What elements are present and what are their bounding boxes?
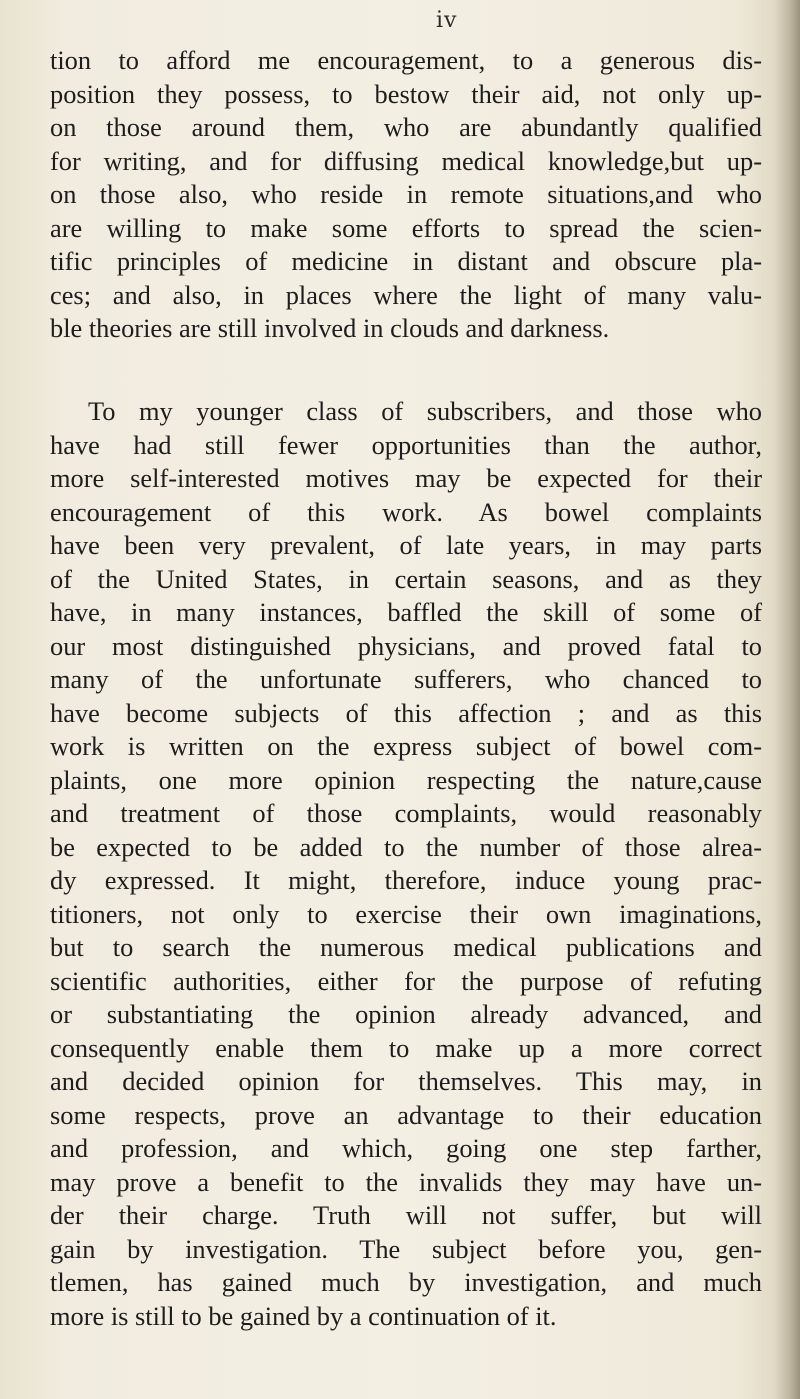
- text-line: and treatment of those complaints, would reasonably: [50, 798, 762, 828]
- text-line: encouragement of this work. As bowel complaints: [50, 496, 762, 527]
- text-line: on those around them, who are abundantly qualified: [50, 112, 762, 142]
- text-line: position they possess, to bestow their aid, not only up-: [50, 78, 762, 109]
- text-line: may prove a benefit to the invalids they may have un-: [50, 1166, 762, 1197]
- text-line: of the United States, in certain seasons, and as they: [50, 563, 762, 594]
- text-line: or substantiating the opinion already advanced, and: [50, 999, 762, 1029]
- text-line: plaints, one more opinion respecting the nature,cause: [50, 764, 762, 795]
- text-line: der their charge. Truth will not suffer, but will: [50, 1200, 762, 1230]
- text-line: many of the unfortunate sufferers, who chanced to: [50, 664, 762, 694]
- text-line: ces; and also, in places where the light of many valu-: [50, 279, 762, 310]
- text-line: consequently enable them to make up a more correct: [50, 1032, 762, 1063]
- text-line: work is written on the express subject of bowel com-: [50, 731, 762, 761]
- text-line: for writing, and for diffusing medical knowledge,but up-: [50, 145, 762, 176]
- page-number: iv: [436, 8, 458, 33]
- text-line: more self-interested motives may be expected for their: [50, 463, 762, 493]
- text-line: have been very prevalent, of late years, in may parts: [50, 530, 762, 560]
- text-line: To my younger class of subscribers, and those who: [88, 396, 762, 426]
- paragraph-1: [50, 44, 762, 346]
- text-line: are willing to make some efforts to spread the scien-: [50, 212, 762, 243]
- text-line: tific principles of medicine in distant and obscure pla-: [50, 246, 762, 276]
- text-line: have had still fewer opportunities than the author,: [50, 429, 762, 460]
- text-line: but to search the numerous medical publications and: [50, 932, 762, 962]
- text-line: scientific authorities, either for the purpose of refuting: [50, 965, 762, 996]
- text-line: and profession, and which, going one step farther,: [50, 1133, 762, 1163]
- text-line: have, in many instances, baffled the skill of some of: [50, 597, 762, 627]
- paragraph-2: [50, 395, 762, 1333]
- text-line: some respects, prove an advantage to their education: [50, 1099, 762, 1130]
- text-line: our most distinguished physicians, and proved fatal to: [50, 630, 762, 661]
- text-line: tion to afford me encouragement, to a generous dis-: [50, 45, 762, 75]
- text-line: and decided opinion for themselves. This may, in: [50, 1066, 762, 1096]
- text-line: gain by investigation. The subject before you, gen-: [50, 1233, 762, 1264]
- text-line: titioners, not only to exercise their own imaginations,: [50, 898, 762, 929]
- text-line: have become subjects of this affection ; and as this: [50, 697, 762, 728]
- page-edge-shadow: [774, 0, 800, 1399]
- text-line: more is still to be gained by a continuation of it.: [50, 1300, 557, 1331]
- text-line: on those also, who reside in remote situations,and who: [50, 179, 762, 209]
- text-line: be expected to be added to the number of those alrea-: [50, 831, 762, 862]
- text-line: ble theories are still involved in clouds and darkness.: [50, 313, 610, 343]
- text-line: tlemen, has gained much by investigation, and much: [50, 1267, 762, 1297]
- text-line: dy expressed. It might, therefore, induce young prac-: [50, 865, 762, 895]
